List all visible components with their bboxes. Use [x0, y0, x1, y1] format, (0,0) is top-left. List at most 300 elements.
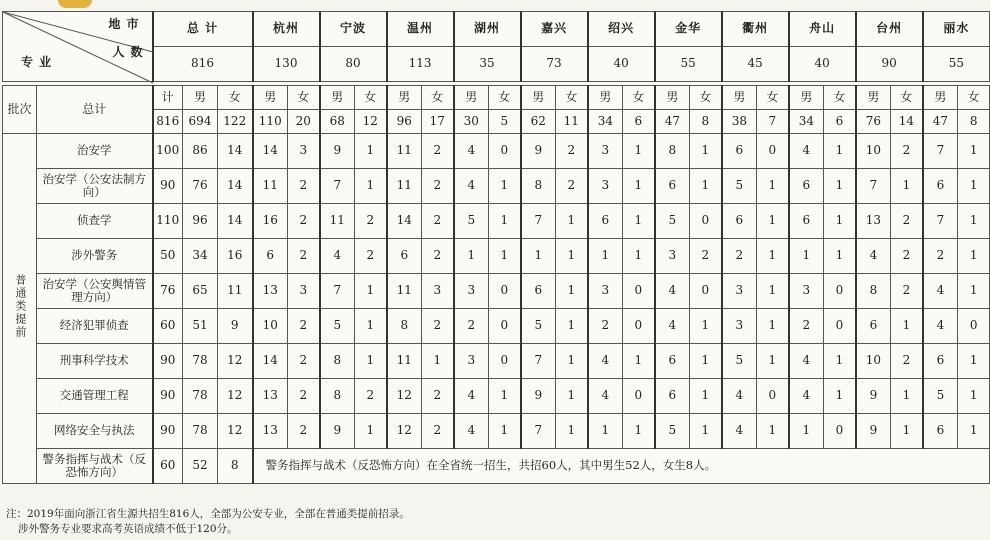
- city-female-count: 1: [958, 414, 990, 449]
- city-male-count: 7: [320, 274, 355, 309]
- major-name: 警务指挥与战术（反恐怖方向）: [37, 449, 153, 484]
- table-row: [3, 344, 990, 379]
- city-male-count: 12: [387, 414, 422, 449]
- city-male-count: 2: [789, 309, 824, 344]
- city-female-label: 女: [355, 86, 387, 110]
- city-female-count: 0: [489, 134, 521, 169]
- corner-major-label: 专 业: [21, 55, 53, 69]
- major-male: 78: [183, 414, 218, 449]
- city-female-count: 1: [489, 379, 521, 414]
- city-header: 嘉兴: [521, 12, 588, 47]
- city-male-count: 10: [856, 344, 891, 379]
- city-female-label: 女: [623, 86, 655, 110]
- major-male: 96: [183, 204, 218, 239]
- city-male-count: 1: [588, 414, 623, 449]
- city-male-count: 4: [789, 379, 824, 414]
- city-male-count: 6: [789, 204, 824, 239]
- city-male-count: 1: [521, 239, 556, 274]
- city-header: 宁波: [320, 12, 387, 47]
- city-male-count: 2: [923, 239, 958, 274]
- city-male-label: 男: [789, 86, 824, 110]
- city-sum-female: 5: [489, 110, 521, 134]
- city-male-count: 8: [655, 134, 690, 169]
- city-female-count: 1: [891, 379, 923, 414]
- city-sum-female: 20: [288, 110, 320, 134]
- table-row: [3, 169, 990, 204]
- city-male-count: 4: [789, 134, 824, 169]
- city-sum-female: 6: [824, 110, 856, 134]
- city-male-count: 6: [722, 134, 757, 169]
- city-male-count: 8: [320, 344, 355, 379]
- province-wide-note: 警务指挥与战术（反恐怖方向）在全省统一招生，共招60人，其中男生52人，女生8人。: [253, 449, 990, 484]
- city-male-count: 3: [655, 239, 690, 274]
- city-female-count: 1: [824, 379, 856, 414]
- city-female-count: 1: [623, 204, 655, 239]
- city-female-count: 1: [757, 309, 789, 344]
- city-female-count: 2: [422, 414, 454, 449]
- corner-diagonal-header: [3, 12, 153, 82]
- table-row: [3, 204, 990, 239]
- city-male-count: 1: [789, 239, 824, 274]
- city-female-count: 2: [891, 344, 923, 379]
- city-male-count: 5: [722, 344, 757, 379]
- batch-name: [3, 134, 37, 484]
- city-male-count: 7: [521, 414, 556, 449]
- city-female-count: 1: [690, 379, 722, 414]
- city-male-count: 10: [856, 134, 891, 169]
- city-male-count: 12: [387, 379, 422, 414]
- city-male-count: 1: [588, 239, 623, 274]
- total-value: 816: [153, 47, 253, 82]
- city-female-count: 1: [958, 134, 990, 169]
- city-header: 台州: [856, 12, 923, 47]
- city-female-count: 0: [824, 274, 856, 309]
- city-male-label: 男: [722, 86, 757, 110]
- major-male: 78: [183, 379, 218, 414]
- city-male-count: 11: [387, 134, 422, 169]
- city-female-count: 0: [824, 309, 856, 344]
- city-female-count: 1: [757, 414, 789, 449]
- logo-mark: [58, 0, 92, 8]
- city-sum-female: 12: [355, 110, 387, 134]
- city-sum-male: 34: [789, 110, 824, 134]
- major-total: 90: [153, 414, 183, 449]
- city-male-count: 2: [454, 309, 489, 344]
- city-female-count: 1: [623, 239, 655, 274]
- city-male-count: 10: [253, 309, 288, 344]
- city-sum-female: 17: [422, 110, 454, 134]
- corner-count-label: 人 数: [112, 45, 144, 59]
- city-male-count: 6: [856, 309, 891, 344]
- city-male-count: 11: [320, 204, 355, 239]
- city-male-count: 16: [253, 204, 288, 239]
- city-header: 舟山: [789, 12, 856, 47]
- city-female-count: 2: [422, 239, 454, 274]
- city-sum-male: 47: [923, 110, 958, 134]
- footnote-line: 涉外警务专业要求高考英语成绩不低于120分。: [18, 523, 238, 535]
- city-female-count: 2: [288, 344, 320, 379]
- major-female: 12: [218, 344, 253, 379]
- city-female-count: 2: [556, 134, 588, 169]
- city-male-count: 9: [856, 379, 891, 414]
- city-female-count: 1: [757, 344, 789, 379]
- city-male-count: 4: [320, 239, 355, 274]
- city-female-count: 2: [355, 204, 387, 239]
- city-female-count: 1: [824, 344, 856, 379]
- city-header: 衢州: [722, 12, 789, 47]
- city-male-count: 13: [253, 414, 288, 449]
- major-female: 14: [218, 169, 253, 204]
- city-male-count: 6: [655, 169, 690, 204]
- city-female-count: 2: [891, 239, 923, 274]
- batch-name-text: 普通类提前: [13, 274, 27, 340]
- city-male-count: 6: [655, 379, 690, 414]
- city-female-label: 女: [958, 86, 990, 110]
- city-female-count: 2: [288, 414, 320, 449]
- city-female-count: 1: [355, 309, 387, 344]
- city-male-count: 8: [320, 379, 355, 414]
- city-female-count: 1: [958, 204, 990, 239]
- city-male-count: 2: [722, 239, 757, 274]
- city-total: 40: [588, 47, 655, 82]
- city-female-count: 1: [623, 344, 655, 379]
- city-header: 杭州: [253, 12, 320, 47]
- major-name: 治安学（公安法制方向）: [37, 169, 153, 204]
- city-female-count: 1: [556, 309, 588, 344]
- city-female-count: 0: [958, 309, 990, 344]
- city-female-label: 女: [288, 86, 320, 110]
- city-male-label: 男: [253, 86, 288, 110]
- city-female-count: 1: [958, 379, 990, 414]
- city-female-count: 2: [422, 204, 454, 239]
- city-female-count: 2: [891, 134, 923, 169]
- city-male-count: 9: [320, 414, 355, 449]
- city-female-count: 1: [355, 169, 387, 204]
- city-male-count: 4: [454, 169, 489, 204]
- table-row: [3, 379, 990, 414]
- city-male-count: 9: [521, 134, 556, 169]
- city-male-label: 男: [655, 86, 690, 110]
- city-female-count: 2: [288, 204, 320, 239]
- batch-header: 批次: [3, 86, 37, 134]
- city-male-count: 9: [521, 379, 556, 414]
- city-male-count: 4: [923, 274, 958, 309]
- col-female-label: 女: [218, 86, 253, 110]
- city-male-count: 11: [387, 169, 422, 204]
- city-female-count: 1: [891, 414, 923, 449]
- city-male-count: 5: [454, 204, 489, 239]
- major-total: 60: [153, 449, 183, 484]
- city-header: 温州: [387, 12, 454, 47]
- enrollment-table: [2, 11, 990, 484]
- city-male-count: 7: [923, 204, 958, 239]
- city-female-count: 2: [891, 274, 923, 309]
- city-male-count: 11: [387, 274, 422, 309]
- city-sum-female: 7: [757, 110, 789, 134]
- major-total: 100: [153, 134, 183, 169]
- city-female-count: 1: [824, 204, 856, 239]
- city-male-count: 3: [454, 274, 489, 309]
- city-male-count: 3: [722, 309, 757, 344]
- enrollment-table-container: [2, 11, 980, 484]
- city-header: 湖州: [454, 12, 521, 47]
- city-female-count: 2: [422, 134, 454, 169]
- city-male-count: 3: [588, 274, 623, 309]
- city-male-count: 3: [588, 134, 623, 169]
- major-total: 60: [153, 309, 183, 344]
- city-female-count: 0: [757, 134, 789, 169]
- city-female-count: 1: [623, 134, 655, 169]
- city-male-count: 9: [320, 134, 355, 169]
- city-male-count: 5: [521, 309, 556, 344]
- major-total: 90: [153, 379, 183, 414]
- major-name: 治安学: [37, 134, 153, 169]
- city-male-count: 1: [789, 414, 824, 449]
- city-sum-male: 68: [320, 110, 355, 134]
- city-female-count: 1: [556, 379, 588, 414]
- city-female-count: 1: [958, 169, 990, 204]
- major-female: 14: [218, 204, 253, 239]
- city-female-count: 2: [355, 239, 387, 274]
- city-sum-female: 8: [958, 110, 990, 134]
- city-male-count: 3: [588, 169, 623, 204]
- table-row: [3, 449, 990, 484]
- city-female-count: 2: [288, 239, 320, 274]
- city-female-count: 3: [422, 274, 454, 309]
- city-female-count: 2: [288, 379, 320, 414]
- city-female-count: 0: [690, 204, 722, 239]
- major-total: 50: [153, 239, 183, 274]
- city-male-count: 11: [253, 169, 288, 204]
- city-male-count: 11: [387, 344, 422, 379]
- city-female-count: 2: [690, 239, 722, 274]
- major-name: 交通管理工程: [37, 379, 153, 414]
- sum-label: 总计: [37, 86, 153, 134]
- city-male-count: 9: [856, 414, 891, 449]
- city-female-count: 1: [355, 344, 387, 379]
- city-total: 45: [722, 47, 789, 82]
- city-female-count: 1: [556, 204, 588, 239]
- major-name: 经济犯罪侦查: [37, 309, 153, 344]
- city-sum-male: 38: [722, 110, 757, 134]
- city-male-count: 5: [655, 204, 690, 239]
- city-total: 130: [253, 47, 320, 82]
- city-male-count: 5: [923, 379, 958, 414]
- major-male: 76: [183, 169, 218, 204]
- city-male-count: 2: [588, 309, 623, 344]
- city-male-count: 4: [655, 274, 690, 309]
- city-sum-female: 14: [891, 110, 923, 134]
- city-male-count: 6: [923, 414, 958, 449]
- city-male-count: 6: [387, 239, 422, 274]
- city-male-count: 4: [655, 309, 690, 344]
- city-female-count: 1: [489, 239, 521, 274]
- city-female-count: 1: [757, 169, 789, 204]
- city-male-count: 4: [722, 379, 757, 414]
- city-male-count: 4: [789, 344, 824, 379]
- city-male-count: 5: [722, 169, 757, 204]
- city-female-count: 1: [690, 344, 722, 379]
- sum-total: 816: [153, 110, 183, 134]
- city-female-count: 1: [623, 414, 655, 449]
- city-female-count: 1: [422, 344, 454, 379]
- major-female: 8: [218, 449, 253, 484]
- city-male-count: 14: [253, 134, 288, 169]
- city-male-label: 男: [387, 86, 422, 110]
- footnote-line: 注：2019年面向浙江省生源共招生816人，全部为公安专业，全部在普通类提前招录。: [6, 508, 410, 520]
- city-female-count: 0: [690, 274, 722, 309]
- city-male-count: 1: [454, 239, 489, 274]
- city-male-count: 7: [856, 169, 891, 204]
- city-female-count: 0: [757, 379, 789, 414]
- major-total: 90: [153, 344, 183, 379]
- city-male-count: 8: [856, 274, 891, 309]
- city-male-count: 6: [789, 169, 824, 204]
- city-female-count: 1: [824, 169, 856, 204]
- major-name: 侦查学: [37, 204, 153, 239]
- city-total: 80: [320, 47, 387, 82]
- city-female-count: 1: [757, 274, 789, 309]
- city-header: 金华: [655, 12, 722, 47]
- city-total: 35: [454, 47, 521, 82]
- city-female-count: 1: [690, 414, 722, 449]
- major-name: 刑事科学技术: [37, 344, 153, 379]
- major-male: 52: [183, 449, 218, 484]
- city-male-label: 男: [454, 86, 489, 110]
- city-female-count: 0: [489, 344, 521, 379]
- major-total: 110: [153, 204, 183, 239]
- city-male-count: 4: [923, 309, 958, 344]
- city-male-count: 6: [722, 204, 757, 239]
- city-male-count: 4: [722, 414, 757, 449]
- city-female-count: 1: [958, 274, 990, 309]
- table-row: [3, 239, 990, 274]
- city-female-count: 1: [690, 309, 722, 344]
- table-row: [3, 414, 990, 449]
- city-female-count: 3: [288, 134, 320, 169]
- city-sum-female: 8: [690, 110, 722, 134]
- city-male-count: 4: [454, 414, 489, 449]
- city-male-count: 4: [454, 134, 489, 169]
- major-male: 34: [183, 239, 218, 274]
- major-female: 11: [218, 274, 253, 309]
- city-male-count: 7: [521, 344, 556, 379]
- city-male-count: 6: [655, 344, 690, 379]
- col-total-label: 计: [153, 86, 183, 110]
- city-sum-male: 76: [856, 110, 891, 134]
- footnotes: [6, 507, 410, 537]
- city-sum-male: 30: [454, 110, 489, 134]
- city-male-count: 13: [253, 379, 288, 414]
- city-female-count: 1: [556, 414, 588, 449]
- city-header: 绍兴: [588, 12, 655, 47]
- major-name: 网络安全与执法: [37, 414, 153, 449]
- major-total: 76: [153, 274, 183, 309]
- city-female-label: 女: [690, 86, 722, 110]
- city-total: 113: [387, 47, 454, 82]
- city-male-count: 3: [454, 344, 489, 379]
- city-female-label: 女: [556, 86, 588, 110]
- city-female-label: 女: [891, 86, 923, 110]
- city-female-count: 1: [355, 274, 387, 309]
- city-female-count: 3: [288, 274, 320, 309]
- table-row: [3, 134, 990, 169]
- city-female-count: 2: [422, 169, 454, 204]
- major-female: 9: [218, 309, 253, 344]
- city-male-count: 8: [521, 169, 556, 204]
- city-male-count: 6: [521, 274, 556, 309]
- city-male-count: 8: [387, 309, 422, 344]
- city-total: 55: [923, 47, 990, 82]
- city-male-count: 13: [856, 204, 891, 239]
- city-total: 55: [655, 47, 722, 82]
- city-male-count: 4: [588, 344, 623, 379]
- city-male-label: 男: [588, 86, 623, 110]
- city-sum-female: 6: [623, 110, 655, 134]
- city-total: 40: [789, 47, 856, 82]
- city-male-count: 6: [923, 344, 958, 379]
- corner-city-label: 地 市: [108, 17, 140, 31]
- city-male-count: 6: [253, 239, 288, 274]
- city-female-count: 1: [891, 169, 923, 204]
- city-total: 90: [856, 47, 923, 82]
- major-female: 12: [218, 379, 253, 414]
- major-male: 51: [183, 309, 218, 344]
- city-female-count: 1: [824, 239, 856, 274]
- city-male-label: 男: [856, 86, 891, 110]
- city-female-count: 1: [556, 274, 588, 309]
- city-female-count: 1: [556, 344, 588, 379]
- city-female-count: 1: [489, 169, 521, 204]
- city-male-count: 4: [454, 379, 489, 414]
- major-male: 65: [183, 274, 218, 309]
- city-sum-male: 47: [655, 110, 690, 134]
- major-name: 涉外警务: [37, 239, 153, 274]
- city-male-count: 5: [320, 309, 355, 344]
- city-female-count: 1: [355, 134, 387, 169]
- city-sum-female: 11: [556, 110, 588, 134]
- city-female-count: 2: [422, 379, 454, 414]
- city-male-label: 男: [320, 86, 355, 110]
- city-male-count: 5: [655, 414, 690, 449]
- city-female-count: 0: [489, 274, 521, 309]
- city-male-count: 3: [789, 274, 824, 309]
- city-female-count: 1: [958, 344, 990, 379]
- major-female: 12: [218, 414, 253, 449]
- city-female-label: 女: [757, 86, 789, 110]
- city-male-count: 4: [856, 239, 891, 274]
- city-male-count: 7: [521, 204, 556, 239]
- city-female-label: 女: [489, 86, 521, 110]
- city-male-label: 男: [521, 86, 556, 110]
- city-male-count: 6: [923, 169, 958, 204]
- table-row: [3, 274, 990, 309]
- city-male-count: 7: [923, 134, 958, 169]
- city-female-count: 0: [489, 309, 521, 344]
- city-sum-male: 62: [521, 110, 556, 134]
- major-total: 90: [153, 169, 183, 204]
- city-female-count: 0: [623, 379, 655, 414]
- sum-male: 694: [183, 110, 218, 134]
- city-female-count: 1: [958, 239, 990, 274]
- major-name: 治安学（公安舆情管理方向）: [37, 274, 153, 309]
- city-female-count: 1: [824, 134, 856, 169]
- table-row: [3, 309, 990, 344]
- city-sum-male: 96: [387, 110, 422, 134]
- city-sum-male: 110: [253, 110, 288, 134]
- major-male: 86: [183, 134, 218, 169]
- city-male-count: 6: [588, 204, 623, 239]
